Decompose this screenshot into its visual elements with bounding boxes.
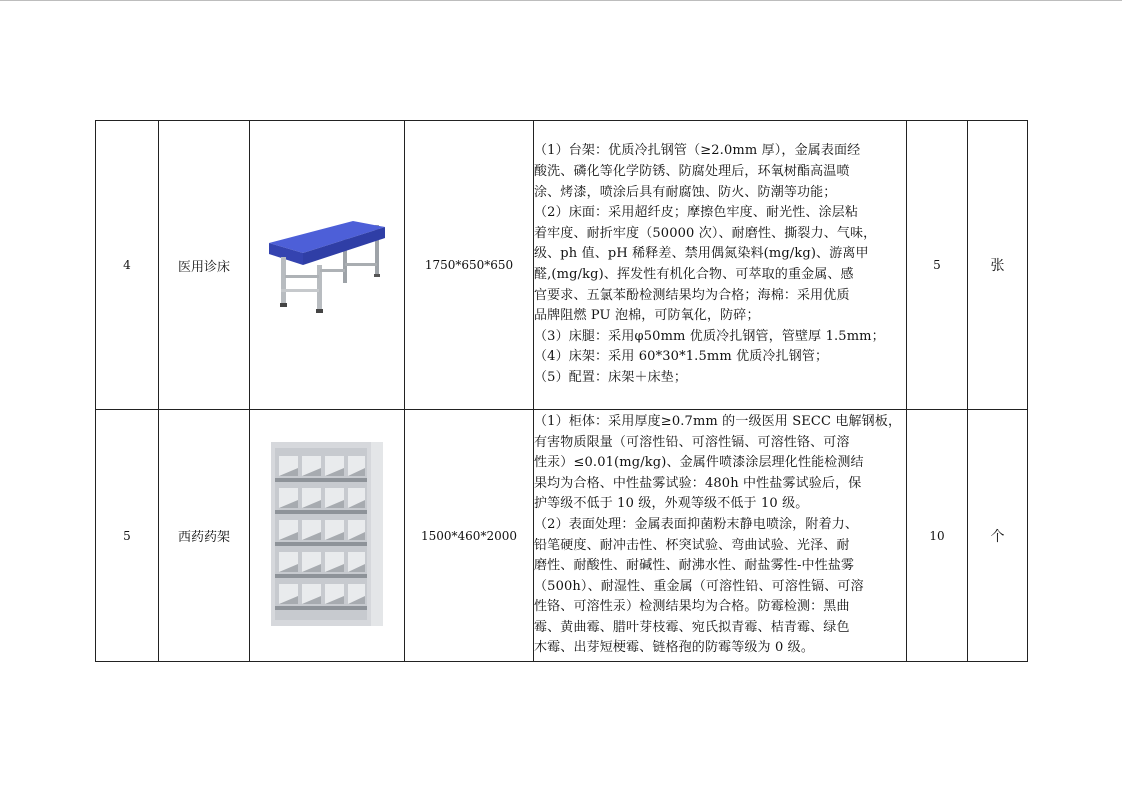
spec-line: 护等级不低于 10 级，外观等级不低于 10 级。: [534, 496, 809, 512]
item-name: 医用诊床: [159, 121, 250, 410]
spec-line: （500h）、耐湿性、重金属（可溶性铅、可溶性镉、可溶: [534, 578, 864, 594]
spec-line: （5）配置：床架＋床垫；: [534, 369, 688, 385]
spec-line: 官要求、五氯苯酚检测结果均为合格；海棉：采用优质: [534, 287, 850, 303]
spec-line: 木霉、出芽短梗霉、链格孢的防霉等级为 0 级。: [534, 640, 814, 656]
item-dimensions: 1500*460*2000: [405, 410, 534, 662]
spec-line: 性汞）≤0.01(mg/kg)、金属件喷漆涂层理化性能检测结: [534, 455, 864, 471]
spec-line: （3）床腿：采用φ50mm 优质冷扎钢管，管壁厚 1.5mm；: [534, 328, 885, 344]
item-unit: 张: [968, 121, 1028, 410]
spec-line: 涂、烤漆，喷涂后具有耐腐蚀、防火、防潮等功能；: [534, 184, 837, 200]
spec-line: 级、ph 值、pH 稀释差、禁用偶氮染料(mg/kg)、游离甲: [534, 246, 869, 262]
spec-line: （1）台架：优质冷扎钢管（≥2.0mm 厚），金属表面经: [534, 143, 861, 159]
spec-line: （2）表面处理：金属表面抑菌粉末静电喷涂，附着力、: [534, 516, 859, 532]
item-specification: [534, 121, 907, 410]
row-number: 4: [96, 121, 159, 410]
spec-line: 霉、黄曲霉、腊叶芽枝霉、宛氏拟青霉、桔青霉、绿色: [534, 619, 850, 635]
spec-line: （2）床面：采用超纤皮；摩擦色牢度、耐光性、涂层粘: [534, 205, 859, 221]
spec-line: 着牢度、耐折牢度（50000 次）、耐磨性、撕裂力、气味，: [534, 225, 877, 241]
examination-bed-photo: [267, 213, 387, 317]
spec-line: 品牌阻燃 PU 泡棉，可防氧化，防碎；: [534, 308, 760, 324]
table-row: [96, 410, 1028, 662]
item-specification: [534, 410, 907, 662]
spec-line: （4）床架：采用 60*30*1.5mm 优质冷扎钢管；: [534, 349, 829, 365]
spec-line: 磨性、耐酸性、耐碱性、耐沸水性、耐盐雾性-中性盐雾: [534, 558, 855, 574]
spec-line: 醛,(mg/kg)、挥发性有机化合物、可萃取的重金属、感: [534, 267, 854, 282]
spec-line: 酸洗、磷化等化学防锈、防腐处理后，环氧树酯高温喷: [534, 164, 850, 180]
table-row: [96, 121, 1028, 410]
item-quantity: 10: [907, 410, 968, 662]
spec-line: 有害物质限量（可溶性铅、可溶性镉、可溶性铬、可溶: [534, 434, 850, 450]
medicine-rack-photo: [271, 442, 383, 630]
item-dimensions: 1750*650*650: [405, 121, 534, 410]
item-unit: 个: [968, 410, 1028, 662]
page-top-rule: [0, 0, 1122, 1]
item-image-cell: [250, 121, 405, 410]
spec-line: 铅笔硬度、耐冲击性、杯突试验、弯曲试验、光泽、耐: [534, 537, 850, 553]
equipment-spec-table: [95, 120, 1028, 662]
row-number: 5: [96, 410, 159, 662]
item-quantity: 5: [907, 121, 968, 410]
item-image-cell: [250, 410, 405, 662]
spec-line: （1）柜体：采用厚度≥0.7mm 的一级医用 SECC 电解钢板，: [534, 413, 902, 429]
item-name: 西药药架: [159, 410, 250, 662]
spec-line: 果均为合格、中性盐雾试验：480h 中性盐雾试验后，保: [534, 475, 862, 491]
spec-line: 性铬、可溶性汞）检测结果均为合格。防霉检测：黑曲: [534, 599, 850, 615]
